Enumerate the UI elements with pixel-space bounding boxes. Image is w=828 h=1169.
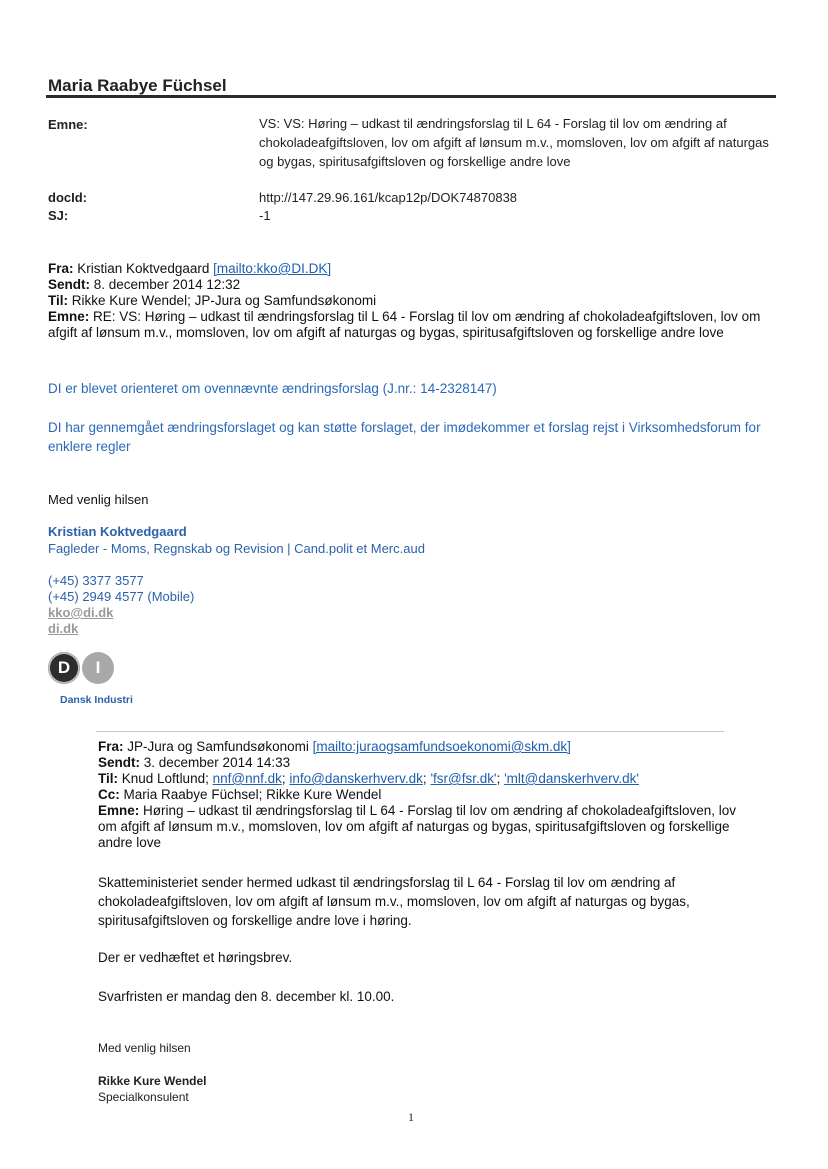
docid-label: docId:	[48, 190, 87, 205]
subject-label: Emne:	[48, 117, 88, 132]
reply-phone-2: (+45) 2949 4577 (Mobile)	[48, 589, 195, 604]
forward-to-label: Til:	[98, 771, 118, 786]
forward-from-mailto-link[interactable]: [mailto:juraogsamfundsoekonomi@skm.dk]	[312, 739, 571, 754]
page-number: 1	[408, 1110, 414, 1124]
forward-to-line	[98, 771, 758, 787]
reply-sent-label: Sendt:	[48, 277, 90, 292]
forward-to-link-danskerhverv[interactable]: info@danskerhverv.dk	[289, 771, 423, 786]
reply-subject-label: Emne:	[48, 309, 90, 324]
forward-subject-label: Emne:	[98, 803, 140, 818]
forward-body-paragraph-2: Der er vedhæftet et høringsbrev.	[98, 950, 293, 965]
dansk-industri-logo	[48, 652, 118, 692]
forward-from-name: JP-Jura og Samfundsøkonomi	[127, 739, 309, 754]
forward-to-link-nnf[interactable]: nnf@nnf.dk	[212, 771, 282, 786]
forward-to-link-fsr[interactable]: 'fsr@fsr.dk'	[430, 771, 497, 786]
reply-to-label: Til:	[48, 293, 68, 308]
reply-from-line	[48, 261, 778, 277]
forward-to-sep-3: ;	[496, 771, 501, 786]
forward-sent-value: 3. december 2014 14:33	[143, 755, 291, 770]
reply-from-mailto-link[interactable]: [mailto:kko@DI.DK]	[213, 261, 332, 276]
reply-from-label: Fra:	[48, 261, 74, 276]
reply-subject-line	[48, 309, 778, 341]
reply-subject-value: RE: VS: Høring – udkast til ændringsforslag til L 64 - Forslag til lov om ændring af chokoladeafgiftsloven, lov om afgift af lønsum m.v., momsloven, lov om afgift af naturgas og bygas, spiritusafgiftsloven og forskellige andre love	[48, 309, 761, 340]
reply-sent-value: 8. december 2014 12:32	[93, 277, 241, 292]
forward-greeting: Med venlig hilsen	[98, 1041, 191, 1055]
reply-signature-name: Kristian Koktvedgaard	[48, 524, 187, 539]
forward-from-line	[98, 739, 758, 755]
reply-to-line	[48, 293, 778, 309]
forward-header	[98, 739, 758, 851]
sj-label: SJ:	[48, 208, 69, 223]
forward-divider	[96, 731, 724, 732]
forward-cc-label: Cc:	[98, 787, 120, 802]
reply-from-name: Kristian Koktvedgaard	[77, 261, 210, 276]
reply-web-link[interactable]: di.dk	[48, 621, 79, 636]
forward-to-sep-1: ;	[281, 771, 286, 786]
forward-from-label: Fra:	[98, 739, 124, 754]
reply-signature-title: Fagleder - Moms, Regnskab og Revision | Cand.polit et Merc.aud	[48, 541, 425, 556]
reply-to-value: Rikke Kure Wendel; JP-Jura og Samfundsøkonomi	[71, 293, 377, 308]
reply-header	[48, 261, 778, 341]
forward-cc-line	[98, 787, 758, 803]
forward-sent-line	[98, 755, 758, 771]
logo-i-circle-icon: I	[82, 652, 114, 684]
reply-email-link[interactable]: kko@di.dk	[48, 605, 114, 620]
docid-value: http://147.29.96.161/kcap12p/DOK74870838	[259, 190, 518, 205]
title-divider	[46, 95, 776, 98]
forward-body-paragraph-1: Skatteministeriet sender hermed udkast til ændringsforslag til L 64 - Forslag til lov om ændring af chokoladeafgiftsloven, lov om afgift af lønsum m.v., momsloven, lov om afgift af naturgas og bygas, spiritusafgiftsloven og forskellige andre love i høring.	[98, 875, 690, 928]
forward-cc-value: Maria Raabye Füchsel; Rikke Kure Wendel	[123, 787, 382, 802]
subject-value: VS: VS: Høring – udkast til ændringsforslag til L 64 - Forslag til lov om ændring af chokoladeafgiftsloven, lov om afgift af lønsum m.v., momsloven, lov om afgift af naturgas og bygas, spiritusafgiftsloven og forskellige andre love	[259, 116, 769, 169]
reply-paragraph-1: DI er blevet orienteret om ovennævnte ændringsforslag (J.nr.: 14-2328147)	[48, 381, 497, 396]
forward-subject-line	[98, 803, 758, 851]
document-owner-name: Maria Raabye Füchsel	[48, 76, 227, 95]
reply-sent-line	[48, 277, 778, 293]
sj-value: -1	[259, 208, 271, 223]
forward-signature-name: Rikke Kure Wendel	[98, 1074, 207, 1088]
reply-phone-1: (+45) 3377 3577	[48, 573, 144, 588]
forward-to-prefix: Knud Loftlund;	[121, 771, 209, 786]
forward-body-paragraph-3: Svarfristen er mandag den 8. december kl. 10.00.	[98, 989, 395, 1004]
forward-to-sep-2: ;	[422, 771, 427, 786]
logo-d-circle-icon: D	[48, 652, 80, 684]
logo-caption: Dansk Industri	[60, 694, 133, 706]
reply-paragraph-2: DI har gennemgået ændringsforslaget og kan støtte forslaget, der imødekommer et forslag rejst i Virksomhedsforum for enklere regler	[48, 420, 761, 454]
reply-greeting: Med venlig hilsen	[48, 492, 149, 507]
forward-to-link-mlt[interactable]: 'mlt@danskerhverv.dk'	[504, 771, 640, 786]
forward-sent-label: Sendt:	[98, 755, 140, 770]
forward-subject-value: Høring – udkast til ændringsforslag til L 64 - Forslag til lov om ændring af chokoladeafgiftsloven, lov om afgift af lønsum m.v., momsloven, lov om afgift af naturgas og bygas, spiritusafgiftsloven og forskellige andre love	[98, 803, 737, 850]
forward-signature-title: Specialkonsulent	[98, 1090, 189, 1104]
